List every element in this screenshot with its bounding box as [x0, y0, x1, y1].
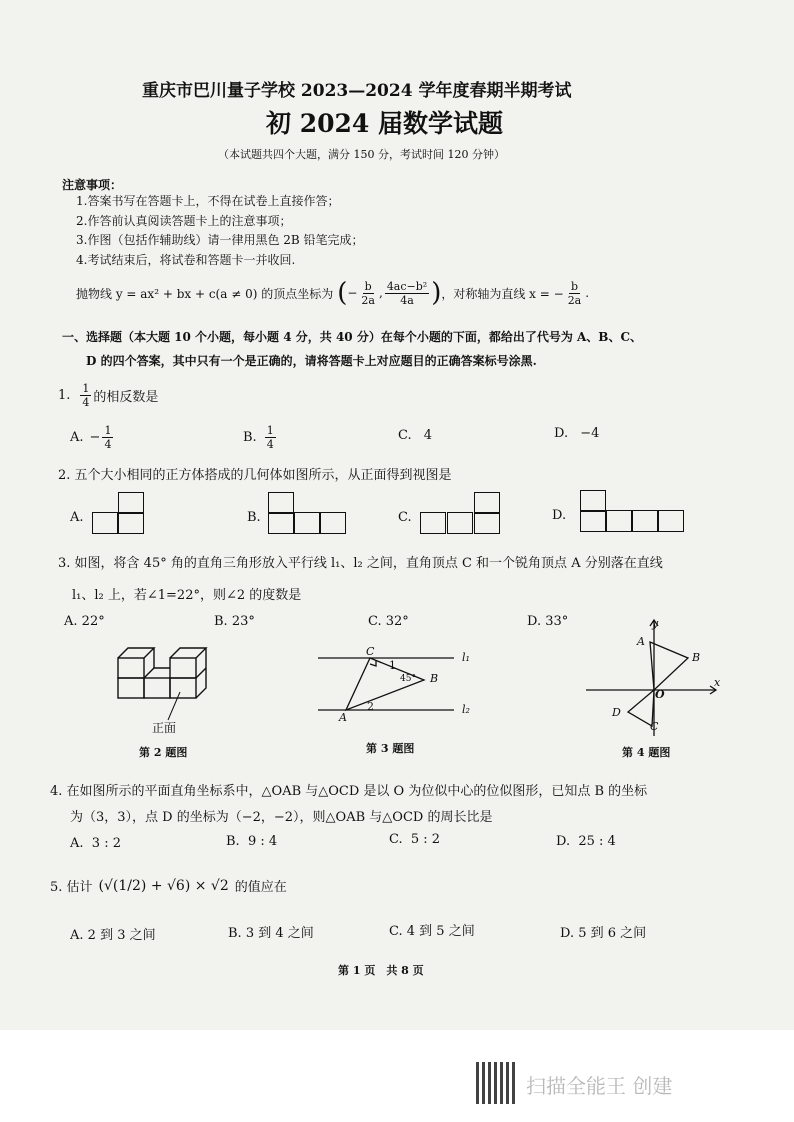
figure3-label-c: C: [366, 645, 375, 658]
section1-instructions-line1: 一、选择题（本大题 10 个小题，每小题 4 分，共 40 分）在每个小题的下面，都给出了代号为 A、B、C、: [62, 330, 642, 344]
notice-item-2: 2.作答前认真阅读答题卡上的注意事项；: [76, 214, 292, 228]
q5-expression: (√(1/2) + √6) × √2: [98, 877, 229, 894]
figure4-label-d: D: [612, 706, 621, 719]
formula-frac-b-2a: $\frac{b}{2a}$: [361, 279, 375, 307]
formula-frac-axis: $\frac{b}{2a}$: [567, 279, 582, 307]
q5-option-b[interactable]: B. 3 到 4 之间: [228, 926, 314, 941]
q2-option-d-label[interactable]: D.: [552, 508, 567, 523]
formula-minus: −: [347, 286, 358, 300]
formula-prefix: 抛物线 y = ax² + bx + c(a ≠ 0) 的顶点坐标为: [76, 286, 334, 301]
q1-option-b[interactable]: B. $\frac{1}{4}$: [243, 424, 274, 451]
q5-option-a[interactable]: A. 2 到 3 之间: [70, 928, 156, 943]
figure3-triangle: [312, 642, 482, 728]
figure3-label-l1: l₁: [462, 651, 470, 664]
scanner-watermark: 扫描全能王 创建: [526, 1074, 673, 1098]
qr-code-icon: [476, 1062, 518, 1104]
q2-option-b-view[interactable]: [268, 492, 350, 540]
formula-axis-text: ，对称轴为直线 x = −: [441, 286, 564, 301]
q2-option-b-label[interactable]: B.: [247, 510, 261, 525]
figure2-caption: 第 2 题图: [139, 746, 188, 759]
q1-fraction: $\frac{1}{4}$: [82, 382, 90, 409]
formula-frac-4ac: $\frac{\text{4ac−b²}}{4a}$: [386, 279, 428, 307]
q4-option-c[interactable]: C. 5 : 2: [389, 832, 441, 847]
q2-option-c-label[interactable]: C.: [398, 510, 412, 525]
figure4-label-y: y: [652, 617, 659, 630]
q5-option-c[interactable]: C. 4 到 5 之间: [389, 924, 475, 939]
formula-paren-close: ): [431, 278, 442, 308]
figure3-label-angle: 45°: [400, 674, 416, 684]
notice-item-3: 3.作图（包括作辅助线）请一律用黑色 2B 铅笔完成；: [76, 233, 364, 247]
figure2-front-label: 正面: [152, 721, 177, 735]
q2-option-d-view[interactable]: [580, 490, 690, 538]
figure3-label-a: A: [339, 711, 347, 724]
scan-footer: [0, 1030, 794, 1122]
school-exam-line: 重庆市巴川量子学校 2023—2024 学年度春期半期考试: [142, 81, 572, 101]
exam-subtitle: （本试题共四个大题，满分 150 分，考试时间 120 分钟）: [218, 148, 505, 161]
page-title: 初 2024 届数学试题: [266, 109, 503, 138]
q1-option-d[interactable]: D. −4: [554, 426, 600, 441]
q2-option-c-view[interactable]: [420, 492, 502, 540]
q5-stem: 5. 估计 (√(1/2) + √6) × √2 的值应在: [50, 877, 287, 895]
q4-option-b[interactable]: B. 9 : 4: [226, 834, 278, 849]
figure4-label-b: B: [692, 651, 701, 664]
q2-option-a-label[interactable]: A.: [70, 510, 84, 525]
q3-option-a[interactable]: A. 22°: [64, 614, 105, 629]
notice-heading: 注意事项：: [62, 178, 123, 192]
figure3-label-b: B: [430, 672, 439, 685]
q4-stem-line2: 为（3，3），点 D 的坐标为（−2，−2），则△OAB 与△OCD 的周长比是: [70, 810, 493, 825]
q2-stem: 2. 五个大小相同的正方体搭成的几何体如图所示，从正面得到视图是: [58, 468, 452, 483]
page-number: 第 1 页 共 8 页: [338, 964, 424, 977]
q2-option-a-view[interactable]: [92, 492, 148, 540]
figure4-label-c: C: [650, 720, 659, 733]
figure4-label-a: A: [637, 635, 645, 648]
q1-option-a[interactable]: A. − $\frac{1}{4}$: [70, 424, 112, 451]
formula-paren-open: (: [337, 278, 348, 308]
q5-option-d[interactable]: D. 5 到 6 之间: [560, 926, 647, 941]
q3-stem-line2: l₁、l₂ 上，若∠1=22°，则∠2 的度数是: [72, 588, 302, 603]
q3-stem-line1: 3. 如图，将含 45° 角的直角三角形放入平行线 l₁、l₂ 之间，直角顶点 C 和一个锐角顶点 A 分别落在直线: [58, 556, 663, 571]
q1-stem: 1. $\frac{1}{4}$ 的相反数是: [58, 382, 159, 409]
q4-stem-line1: 4. 在如图所示的平面直角坐标系中，△OAB 与△OCD 是以 O 为位似中心的位似图形，已知点 B 的坐标: [50, 784, 648, 799]
figure4-caption: 第 4 题图: [622, 746, 671, 759]
q3-option-c[interactable]: C. 32°: [368, 614, 409, 629]
figure4-label-o: O: [655, 688, 665, 701]
notice-item-4: 4.考试结束后，将试卷和答题卡一并收回.: [76, 253, 296, 267]
notice-item-1: 1.答案书写在答题卡上，不得在试卷上直接作答；: [76, 194, 340, 208]
figure3-caption: 第 3 题图: [366, 742, 415, 755]
figure3-label-l2: l₂: [462, 703, 470, 716]
figure3-label-two: 2: [367, 700, 374, 713]
section1-instructions-line2: D 的四个答案，其中只有一个是正确的，请将答题卡上对应题目的正确答案标号涂黑.: [86, 354, 537, 368]
parabola-formula: 抛物线 y = ax² + bx + c(a ≠ 0) 的顶点坐标为 ( − $\frac{b}{2a}$ , $\frac{\text{4ac−b²}}{4a}$ ) ，对称轴为直线 x = − $\frac{b}{2a}$ .: [76, 278, 590, 308]
figure4-label-x: x: [714, 676, 721, 689]
figure3-label-one: 1: [389, 659, 396, 672]
q3-option-b[interactable]: B. 23°: [214, 614, 255, 629]
q4-option-a[interactable]: A. 3 : 2: [70, 836, 121, 851]
q3-option-d[interactable]: D. 33°: [527, 614, 569, 629]
q1-option-c[interactable]: C. 4: [398, 428, 433, 443]
q4-option-d[interactable]: D. 25 : 4: [556, 834, 616, 849]
